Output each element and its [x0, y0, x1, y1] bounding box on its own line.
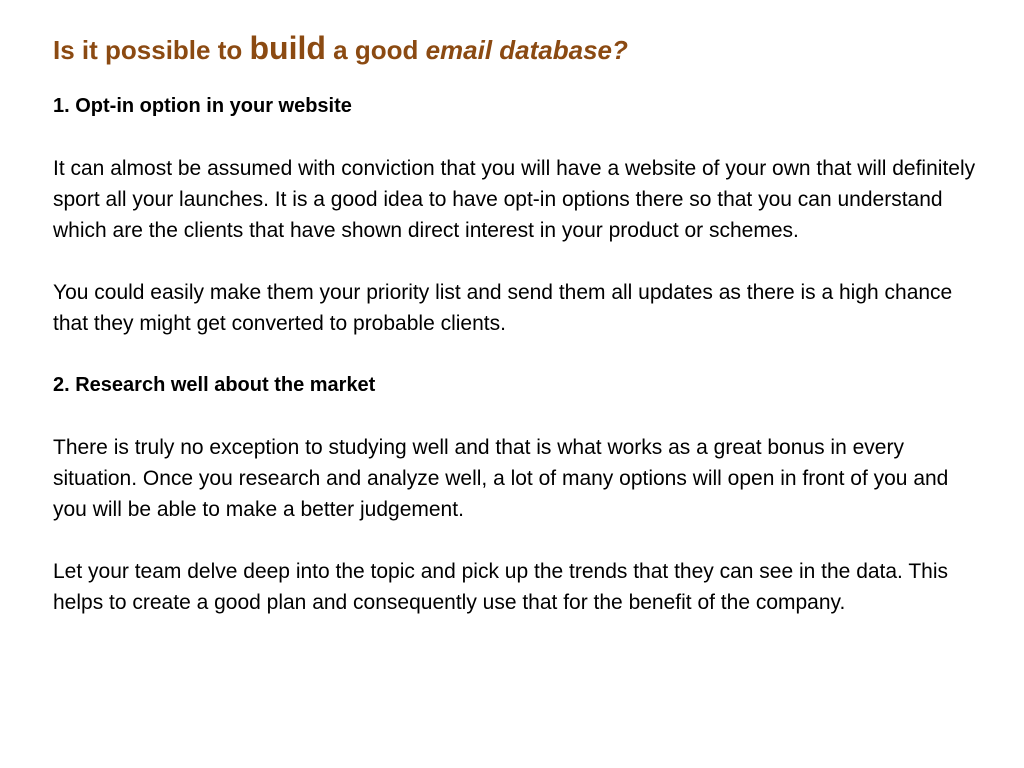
spacer — [53, 339, 988, 370]
slide-body — [53, 91, 988, 618]
paragraph: It can almost be assumed with conviction that you will have a website of your own that will definitely sport all your launches. It is a good idea to have opt-in options there so that you can understand which are the clients that have shown direct interest in your product or schemes. — [53, 157, 976, 242]
paragraph: Let your team delve deep into the topic and pick up the trends that they can see in the data. This helps to create a good plan and consequently use that for the benefit of the company. — [53, 560, 949, 614]
section-opt-in — [53, 91, 988, 339]
spacer — [53, 401, 988, 432]
slide-title — [53, 28, 628, 70]
title-part-1: Is it possible to — [53, 35, 250, 65]
paragraph: You could easily make them your priority list and send them all updates as there is a high chance that they might get converted to probable clients. — [53, 281, 953, 335]
title-part-4: email database? — [425, 35, 628, 65]
title-part-2: build — [249, 30, 326, 66]
paragraph: There is truly no exception to studying well and that is what works as a great bonus in every situation. Once you research and analyze well, a lot of many options will open in front of you and you will be able to make a better judgement. — [53, 436, 949, 521]
section-research — [53, 370, 988, 618]
spacer — [53, 525, 988, 556]
title-part-3: a good — [325, 35, 426, 65]
section-heading: 1. Opt-in option in your website — [53, 95, 352, 117]
spacer — [53, 122, 988, 153]
spacer — [53, 246, 988, 277]
section-heading: 2. Research well about the market — [53, 374, 376, 396]
